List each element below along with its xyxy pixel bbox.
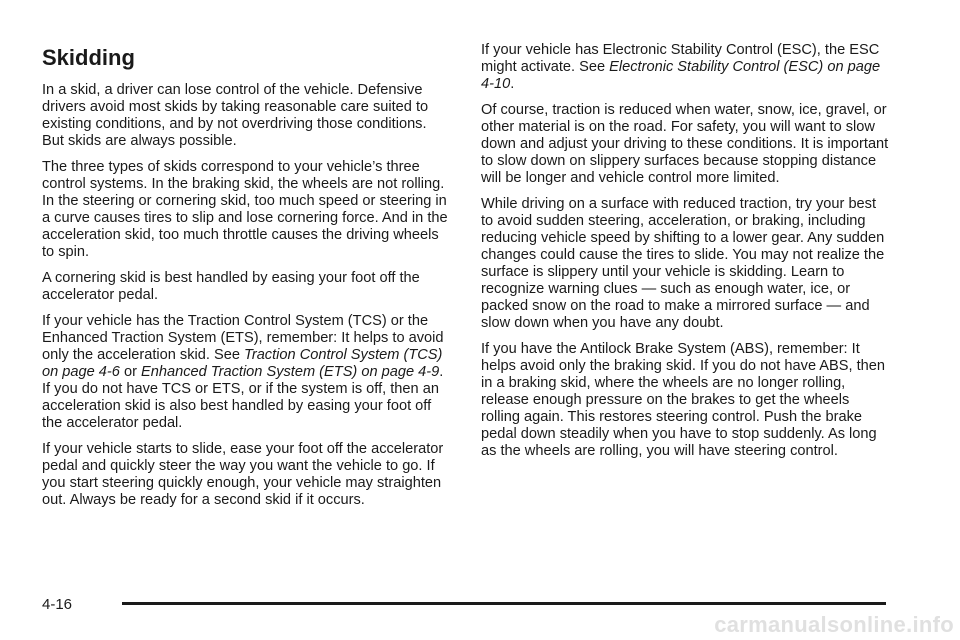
paragraph-vehicle-slide: If your vehicle starts to slide, ease your foot off the accelerator pedal and quickly steer the way you want the vehicle to go. If you start steering quickly enough, your vehicle may straighten out. Always be ready for a second skid if it occurs. [42,441,444,508]
left-column [42,40,452,518]
esc-text-b: . [510,76,515,92]
section-heading: Skidding [42,45,135,70]
paragraph-driving-reduced-traction: While driving on a surface with reduced traction, try your best to avoid sudden steering, acceleration, or braking, including reducing vehicle speed by shifting to a lower gear. Any sudden changes could cause the tires to slide. You may not realize the surface is slippery until your vehicle is skidding. Learn to recognize warning clues — such as enough water, ice, or packed snow on the road to make a mirrored surface — and slow down when you have any doubt. [481,196,885,331]
tcs-page-link[interactable]: Traction Control System (TCS) on page 4-6 [42,347,443,380]
watermark-text: carmanualsonline.info [714,612,954,637]
footer-divider [122,602,886,605]
paragraph-tcs-ets [42,313,452,432]
page-number: 4-16 [42,596,73,613]
tcs-text-c: . If you do not have TCS or ETS, or if the system is off, then an acceleration skid is also best handled by easing your foot off the accelerator pedal. [42,364,444,431]
paragraph-skid-intro: In a skid, a driver can lose control of the vehicle. Defensive drivers avoid most skids by taking reasonable care suited to existing conditions, and by not overdriving those conditions. But skids are always possible. [42,82,429,149]
ets-page-link[interactable]: Enhanced Traction System (ETS) on page 4-9 [141,364,440,380]
esc-page-link[interactable]: Electronic Stability Control (ESC) on page 4-10 [481,59,881,92]
tcs-text-a: If your vehicle has the Traction Control System (TCS) or the Enhanced Traction System (ETS), remember: It helps to avoid only the acceleration skid. See [42,313,444,363]
paragraph-esc [481,42,891,93]
paragraph-skid-types: The three types of skids correspond to your vehicle’s three control systems. In the braking skid, the wheels are not rolling. In the steering or cornering skid, too much speed or steering in a curve causes tires to slip and lose cornering force. And in the acceleration skid, too much throttle causes the driving wheels to spin. [42,159,448,260]
tcs-text-b: or [119,364,141,380]
paragraph-abs: If you have the Antilock Brake System (ABS), remember: It helps avoid only the braking skid. If you do not have ABS, then in a braking skid, where the wheels are no longer rolling, release enough pressure on the brakes to get the wheels rolling again. This restores steering control. Push the brake pedal down steadily when you have to stop suddenly. As long as the wheels are rolling, you will have steering control. [481,341,886,459]
paragraph-reduced-traction: Of course, traction is reduced when water, snow, ice, gravel, or other material is on the road. For safety, you will want to slow down and adjust your driving to these conditions. It is important to slow down on slippery surfaces because stopping distance will be longer and vehicle control more limited. [481,102,889,186]
right-column [481,42,891,469]
paragraph-cornering-skid: A cornering skid is best handled by easing your foot off the accelerator pedal. [42,270,420,303]
esc-text-a: If your vehicle has Electronic Stability Control (ESC), the ESC might activate. See [481,42,880,75]
